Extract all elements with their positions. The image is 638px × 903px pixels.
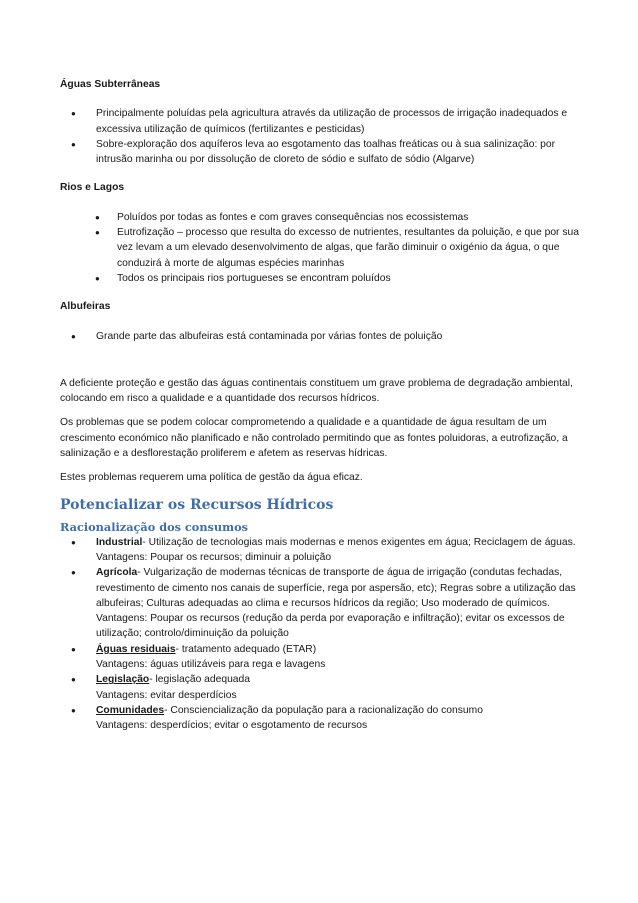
term-label: Comunidades	[96, 704, 165, 716]
list-item: ● Comunidades- Consciencialização da população para a racionalização do consumo Vantagens: desperdícios; evitar o esgotamento de recursos	[96, 703, 594, 734]
bullet-icon: ●	[71, 139, 76, 149]
list-rios	[95, 210, 594, 286]
heading-rios-lagos: Rios e Lagos	[60, 182, 125, 194]
list-item: ● Grande parte das albufeiras está contaminada por várias fontes de poluição	[96, 329, 594, 344]
heading-aguas-subterraneas: Águas Subterrâneas	[60, 79, 161, 90]
vantagens-text: Vantagens: Poupar os recursos; diminuir a poluição	[96, 551, 332, 563]
bullet-icon: ●	[71, 331, 76, 341]
term-label: Agrícola	[96, 567, 138, 579]
subheading-racionalizacao: Racionalização dos consumos	[60, 519, 248, 534]
list-item: ● Sobre-exploração dos aquíferos leva ao esgotamento das toalhas freáticas ou à sua salinização: por intrusão marinha ou por dissolução de cloreto de sódio e sulfato de sódio (Algarve)	[71, 138, 556, 166]
paragraph: A deficiente proteção e gestão das águas continentais constituem um grave problema de degradação ambiental, colocando em risco a qualidade e a quantidade dos recursos hídricos.	[60, 377, 573, 405]
paragraph: Os problemas que se podem colocar comprometendo a qualidade e a quantidade de água resultam de um crescimento económico não planificado e não controlado permitindo que as fontes poluidoras, a eutrofização, a salinização e a desflorestação proliferem e afetem as reservas hídricas.	[60, 417, 568, 460]
bullet-icon: ●	[71, 675, 76, 685]
bullet-icon: ●	[95, 228, 100, 238]
heading-albufeiras: Albufeiras	[60, 301, 111, 313]
term-label: Industrial	[96, 536, 143, 548]
vantagens-text: Vantagens: evitar desperdícios	[96, 689, 237, 701]
list-item: ● Agrícola- Vulgarização de modernas técnicas de transporte de água de irrigação (condutas fechadas, revestimento de cimento nos canais de superfície, rega por aspersão, etc); Regras sobre a utilização das albufeiras; Culturas adequadas ao clima e recursos hídricos da região; Uso moderado de químicos. Vantagens: Poupar os recursos (redução da perda por evaporação e infiltração); evitar os excessos de utilização; controlo/diminuição da poluição	[96, 565, 594, 641]
bullet-icon: ●	[71, 568, 76, 578]
vantagens-text: Vantagens: Poupar os recursos (redução da perda por evaporação e infiltração); evitar os excessos de utilização; controlo/diminuição da poluição	[96, 613, 565, 640]
list-item: ● Eutrofização – processo que resulta do excesso de nutrientes, resultantes da poluição, e que por sua vez levam a um elevado desenvolvimento de algas, que farão diminuir o oxigénio da água, o que conduzirá à morte de algumas espécies marinhas	[95, 227, 579, 269]
list-item: ● Industrial- Utilização de tecnologias mais modernas e menos exigentes em água; Reciclagem de águas. Vantagens: Poupar os recursos; diminuir a poluição	[96, 535, 594, 566]
list-racionalizacao	[71, 535, 594, 734]
list-albufeiras	[71, 329, 594, 344]
list-item: ● Todos os principais rios portugueses se encontram poluídos	[117, 271, 594, 286]
bullet-icon: ●	[95, 273, 100, 283]
list-item: ● Legislação- legislação adequada Vantagens: evitar desperdícios	[96, 672, 594, 703]
vantagens-text: Vantagens: águas utilizáveis para rega e lavagens	[96, 659, 326, 671]
bullet-icon: ●	[95, 212, 100, 222]
bullet-icon: ●	[71, 705, 76, 715]
list-item: ● Águas residuais- tratamento adequado (ETAR) Vantagens: águas utilizáveis para rega e lavagens	[96, 642, 594, 673]
list-item: ● Principalmente poluídas pela agricultura através da utilização de processos de irrigação inadequados e excessiva utilização de químicos (fertilizantes e pesticidas)	[71, 108, 568, 135]
term-label: Legislação	[96, 674, 150, 686]
vantagens-text: Vantagens: desperdícios; evitar o esgotamento de recursos	[96, 720, 368, 732]
paragraph: Estes problemas requerem uma política de gestão da água eficaz.	[60, 472, 363, 484]
bullet-icon: ●	[71, 644, 76, 654]
list-aguas	[71, 106, 594, 167]
bullet-icon: ●	[71, 537, 76, 547]
list-item: ● Poluídos por todas as fontes e com graves consequências nos ecossistemas	[117, 210, 594, 225]
bullet-icon: ●	[71, 109, 76, 119]
term-label: Águas residuais	[96, 643, 176, 655]
heading-potencializar: Potencializar os Recursos Hídricos	[60, 496, 334, 513]
